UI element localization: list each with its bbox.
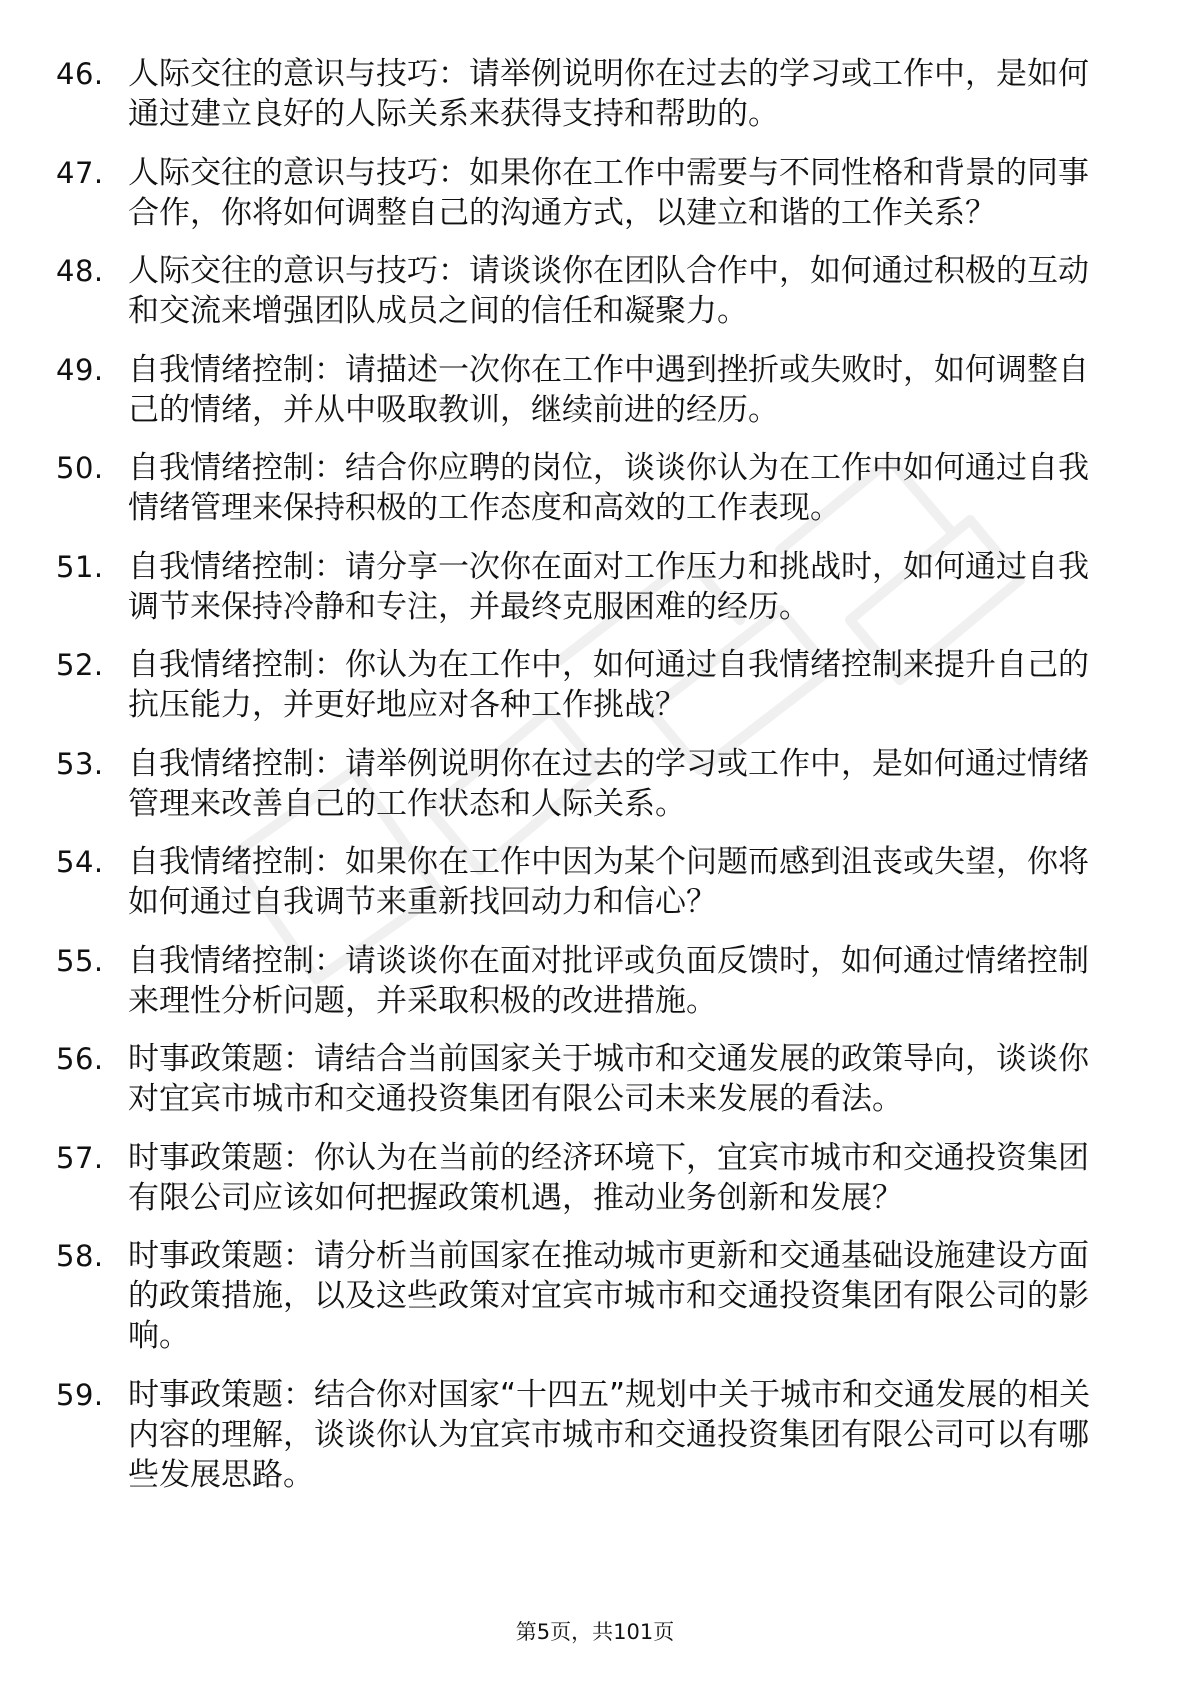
question-text: 自我情绪控制：请描述一次你在工作中遇到挫折或失败时，如何调整自己的情绪，并从中吸取教训，继续前进的经历。 <box>128 351 1089 428</box>
question-number: 55. <box>56 943 104 978</box>
question-text: 时事政策题：请分析当前国家在推动城市更新和交通基础设施建设方面的政策措施，以及这些政策对宜宾市城市和交通投资集团有限公司的影响。 <box>128 1238 1089 1354</box>
question-text: 时事政策题：请结合当前国家关于城市和交通发展的政策导向，谈谈你对宜宾市城市和交通投资集团有限公司未来发展的看法。 <box>128 1041 1089 1117</box>
question-number: 51. <box>56 549 104 584</box>
question-text: 人际交往的意识与技巧：如果你在工作中需要与不同性格和背景的同事合作，你将如何调整自己的沟通方式，以建立和谐的工作关系？ <box>128 154 1089 231</box>
question-number: 50. <box>56 451 104 485</box>
question-text: 时事政策题：你认为在当前的经济环境下，宜宾市城市和交通投资集团有限公司应该如何把握政策机遇，推动业务创新和发展？ <box>128 1139 1089 1216</box>
question-item <box>56 153 1116 233</box>
question-number: 54. <box>56 845 104 879</box>
question-item <box>56 547 1116 627</box>
question-number: 52. <box>56 648 104 682</box>
question-text: 自我情绪控制：你认为在工作中，如何通过自我情绪控制来提升自己的抗压能力，并更好地应对各种工作挑战？ <box>128 647 1089 723</box>
question-item <box>56 645 1116 725</box>
question-text: 人际交往的意识与技巧：请举例说明你在过去的学习或工作中，是如何通过建立良好的人际关系来获得支持和帮助的。 <box>128 56 1089 132</box>
page-footer <box>0 1618 1190 1646</box>
question-list <box>56 54 1116 1513</box>
question-number: 47. <box>56 155 104 190</box>
question-number: 57. <box>56 1140 104 1175</box>
question-item <box>56 251 1116 331</box>
question-item <box>56 54 1116 134</box>
question-number: 58. <box>56 1239 104 1273</box>
question-number: 56. <box>56 1042 104 1076</box>
question-item <box>56 1375 1116 1495</box>
question-item <box>56 1236 1116 1356</box>
question-item <box>56 842 1116 922</box>
question-text: 自我情绪控制：请举例说明你在过去的学习或工作中，是如何通过情绪管理来改善自己的工作状态和人际关系。 <box>128 745 1089 822</box>
page-number-label: 第5页，共101页 <box>515 1620 675 1644</box>
question-item <box>56 1039 1116 1119</box>
question-item <box>56 1138 1116 1218</box>
question-text: 自我情绪控制：结合你应聘的岗位，谈谈你认为在工作中如何通过自我情绪管理来保持积极的工作态度和高效的工作表现。 <box>128 450 1089 526</box>
question-number: 49. <box>56 352 104 387</box>
question-text: 时事政策题：结合你对国家“十四五”规划中关于城市和交通发展的相关内容的理解，谈谈你认为宜宾市城市和交通投资集团有限公司可以有哪些发展思路。 <box>128 1376 1091 1493</box>
question-item <box>56 350 1116 430</box>
question-number: 53. <box>56 746 104 781</box>
question-number: 46. <box>56 57 104 91</box>
question-item <box>56 941 1116 1021</box>
question-number: 59. <box>56 1377 104 1412</box>
question-number: 48. <box>56 254 104 288</box>
question-text: 自我情绪控制：请谈谈你在面对批评或负面反馈时，如何通过情绪控制来理性分析问题，并采取积极的改进措施。 <box>128 942 1089 1019</box>
question-text: 自我情绪控制：如果你在工作中因为某个问题而感到沮丧或失望，你将如何通过自我调节来重新找回动力和信心？ <box>128 844 1089 920</box>
question-item <box>56 744 1116 824</box>
question-text: 人际交往的意识与技巧：请谈谈你在团队合作中，如何通过积极的互动和交流来增强团队成员之间的信任和凝聚力。 <box>128 253 1089 329</box>
question-item <box>56 448 1116 528</box>
question-text: 自我情绪控制：请分享一次你在面对工作压力和挑战时，如何通过自我调节来保持冷静和专注，并最终克服困难的经历。 <box>128 548 1089 625</box>
